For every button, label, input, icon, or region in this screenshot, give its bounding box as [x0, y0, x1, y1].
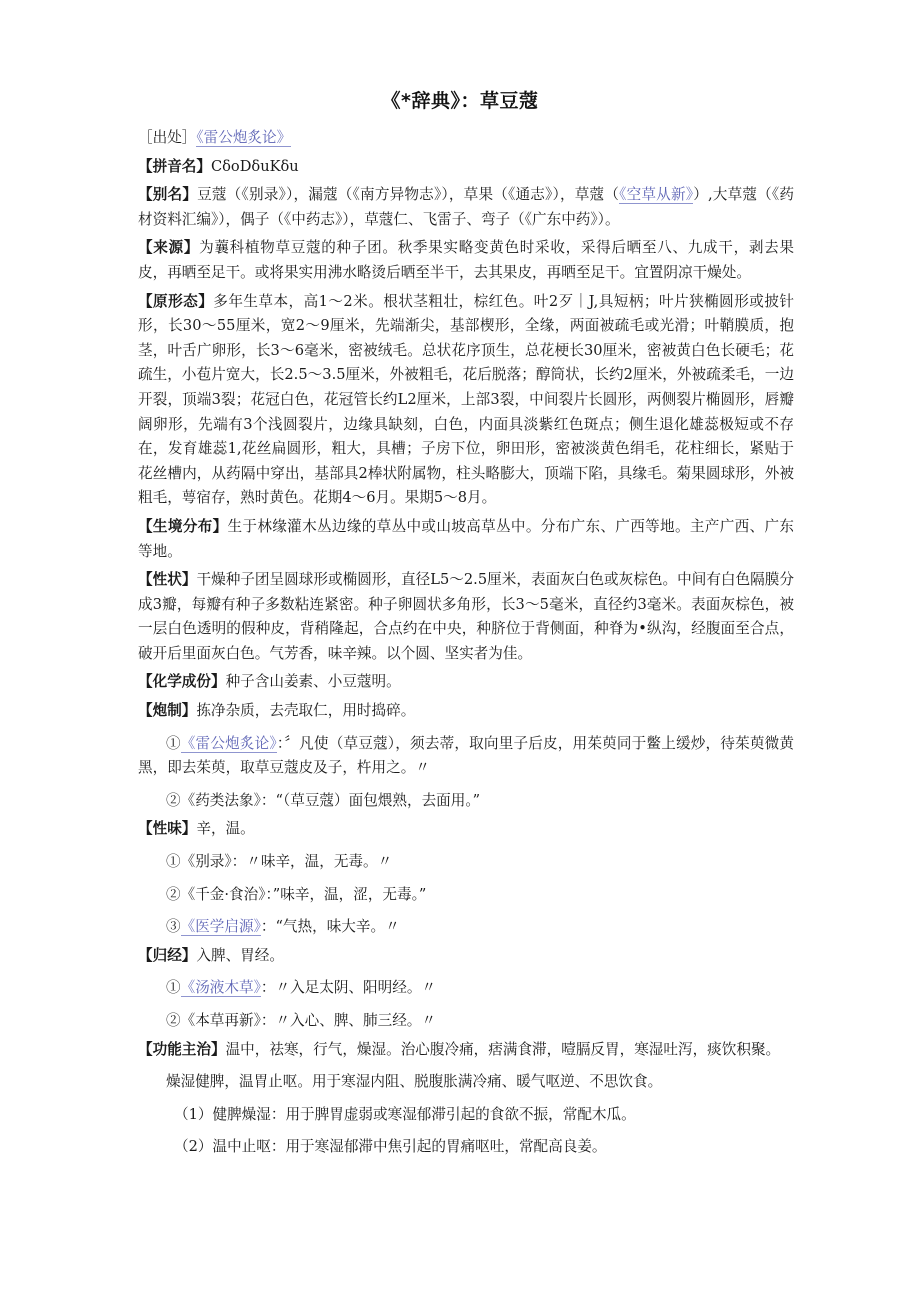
item-text: 《别录》：〃味辛，温，无毒。〃 [180, 853, 393, 871]
processing-item [138, 732, 794, 781]
item-text: ：〞凡使（草豆蔻），须去蒂，取向里子后皮，用茱萸同于鳖上缓炒，待茱萸微黄黑，即去茱萸，取草豆蔻皮及子，杵用之。〃 [138, 734, 794, 777]
morphology-text: 多年生草本，高1～2米。根状茎粗壮，棕红色。叶2歹｜J,具短柄；叶片狭椭圆形或披针形，长30～55厘米，宽2～9厘米，先端渐尖，基部楔形，全缘，两面被疏毛或光滑；叶鞘膜质，抱茎，叶舌广卵形，长3～6毫米，密被绒毛。总状花序顶生，总花梗长30厘米，密被黄白色长硬毛；花疏生，小苞片宽大，长2.5～3.5厘米，外被粗毛，花后脱落；醇筒状，长约2厘米，外被疏柔毛，一边开裂，顶端3裂；花冠白色，花冠管长约L2厘米，上部3裂，中间裂片长圆形，两侧裂片椭圆形，唇瓣阔卵形，先端有3个浅圆裂片，边缘具缺刻，白色，内面具淡紫红色斑点；侧生退化雄蕊极短或不存在，发育雄蕊1,花丝扁圆形，粗大，具槽；子房下位，卵田形，密被淡黄色绢毛，花柱细长，紧贴于花丝槽内，从药隔中穿出，基部具2棒状附属物，柱头略膨大，顶端下陷，具缘毛。菊果圆球形，外被粗毛，萼宿存，熟时黄色。花期4～6月。果期5～8月。 [138, 292, 794, 507]
item-number: ① [166, 853, 181, 871]
entry-habitat [138, 515, 794, 564]
entry-alias [138, 183, 794, 232]
processing-label: 【炮制】 [138, 702, 197, 720]
item-text: ：“气热，味大辛。〃 [260, 918, 400, 936]
item-text: 《药类法象》：“（草豆蔻）面包煨熟，去面用。” [180, 791, 481, 809]
item-text: 温中止呕：用于寒湿郁滞中焦引起的胃痛呕吐，常配高良姜。 [212, 1138, 607, 1156]
functions-text: 温中，祛寒，行气，燥湿。治心腹冷痛，痞满食滞，噎膈反胃，寒湿吐泻，痰饮积聚。 [225, 1040, 781, 1058]
entry-nature-flavor [138, 817, 794, 842]
item-text: 《千金·食治》：”味辛，温，涩，无毒。” [180, 885, 427, 903]
pinyin-text: CδoDδuKδu [210, 157, 299, 175]
processing-item-link[interactable]: 《雷公炮炙论》 [180, 734, 277, 752]
item-text: 健脾燥湿：用于脾胃虚弱或寒湿郁滞引起的食欲不振，常配木瓜。 [212, 1105, 636, 1123]
functions-label: 【功能主治】 [138, 1040, 226, 1058]
habitat-label: 【生境分布】 [138, 517, 228, 535]
item-text: ：〃入足太阴、阳明经。〃 [260, 979, 437, 997]
item-number: （2） [174, 1138, 213, 1156]
nature-flavor-item-link[interactable]: 《医学启源》 [180, 918, 261, 936]
entry-functions [138, 1038, 794, 1063]
entry-pinyin [138, 155, 794, 180]
alias-link[interactable]: 《空草从新》 [619, 186, 694, 204]
functions-item [138, 1135, 794, 1160]
item-number: （1） [174, 1105, 213, 1123]
origin-label: 【来源】 [138, 239, 200, 257]
nature-flavor-item [138, 850, 794, 875]
chemistry-text: 种子含山姜素、小豆蔻明。 [225, 673, 401, 691]
nature-flavor-label: 【性味】 [138, 820, 197, 838]
pinyin-label: 【拼音名】 [138, 157, 211, 175]
item-text: 《本草再新》：〃入心、脾、肺三经。〃 [180, 1012, 436, 1029]
page-title: 《*辞典》：草豆蔻 [381, 90, 539, 112]
morphology-label: 【原形态】 [138, 292, 214, 310]
meridian-item-link[interactable]: 《汤液木草》 [180, 979, 261, 997]
meridian-label: 【归经】 [138, 946, 197, 964]
alias-text-1: 豆蔻（《别录》），漏蔻（《南方异物志》），草果（《通志》），草蔻（ [197, 186, 620, 204]
entry-source [138, 126, 794, 151]
item-number: ① [166, 979, 181, 997]
meridian-item [138, 976, 794, 1001]
source-label: ［出处］ [138, 129, 197, 146]
nature-flavor-item [138, 915, 794, 940]
entry-morphology [138, 290, 794, 511]
chemistry-label: 【化学成份】 [138, 673, 226, 691]
characteristics-label: 【性状】 [138, 571, 197, 589]
nature-flavor-item [138, 883, 794, 908]
entry-characteristics [138, 568, 794, 666]
functions-paragraph: 燥湿健脾，温胃止呕。用于寒湿内阻、脱腹胀满冷痛、暖气呕逆、不思饮食。 [166, 1073, 663, 1091]
item-number: ③ [166, 918, 181, 936]
item-number: ② [166, 885, 181, 903]
nature-flavor-text: 辛，温。 [196, 820, 255, 838]
entry-processing [138, 699, 794, 724]
processing-item [138, 789, 794, 814]
entry-origin [138, 236, 794, 285]
habitat-text: 生于林缘灌木丛边缘的草丛中或山坡高草丛中。分布广东、广西等地。主产广西、广东等地。 [138, 517, 794, 560]
item-number: ① [166, 734, 181, 752]
meridian-item [138, 1009, 794, 1034]
origin-text: 为蘘科植物草豆蔻的种子团。秋季果实略变黄色时采收，采得后晒至八、九成干，剥去果皮，再晒至足干。或将果实用沸水略烫后晒至半干，去其果皮，再晒至足干。宜置阴凉干燥处。 [138, 239, 794, 281]
item-number: ② [166, 791, 181, 809]
entry-meridian [138, 944, 794, 969]
functions-item [138, 1103, 794, 1128]
alias-text-2: ）,大草蔻（《药材资料汇编》），偶子（《中药志》），草蔻仁、飞雷子、弯子（《广东中药》）。 [138, 186, 794, 228]
item-number: ② [166, 1012, 181, 1029]
source-link[interactable]: 《雷公炮炙论》 [196, 129, 292, 146]
characteristics-text: 干燥种子团呈圆球形或椭圆形，直径L5～2.5厘米，表面灰白色或灰棕色。中间有白色隔膜分成3瓣，每瓣有种子多数粘连紧密。种子卵圆状多角形，长3～5毫米，直径约3毫米。表面灰棕色，被一层白色透明的假种皮，背稍隆起，合点约在中央，种脐位于背侧面，种脊为•纵沟，经腹面至合点，破开后里面灰白色。气芳香，味辛辣。以个圆、坚实者为佳。 [138, 571, 794, 662]
meridian-text: 入脾、胃经。 [196, 946, 284, 964]
alias-label: 【别名】 [138, 186, 198, 204]
entry-chemistry [138, 670, 794, 695]
processing-text: 拣净杂质，去壳取仁，用时捣碎。 [196, 702, 416, 720]
document-body [138, 126, 794, 1164]
